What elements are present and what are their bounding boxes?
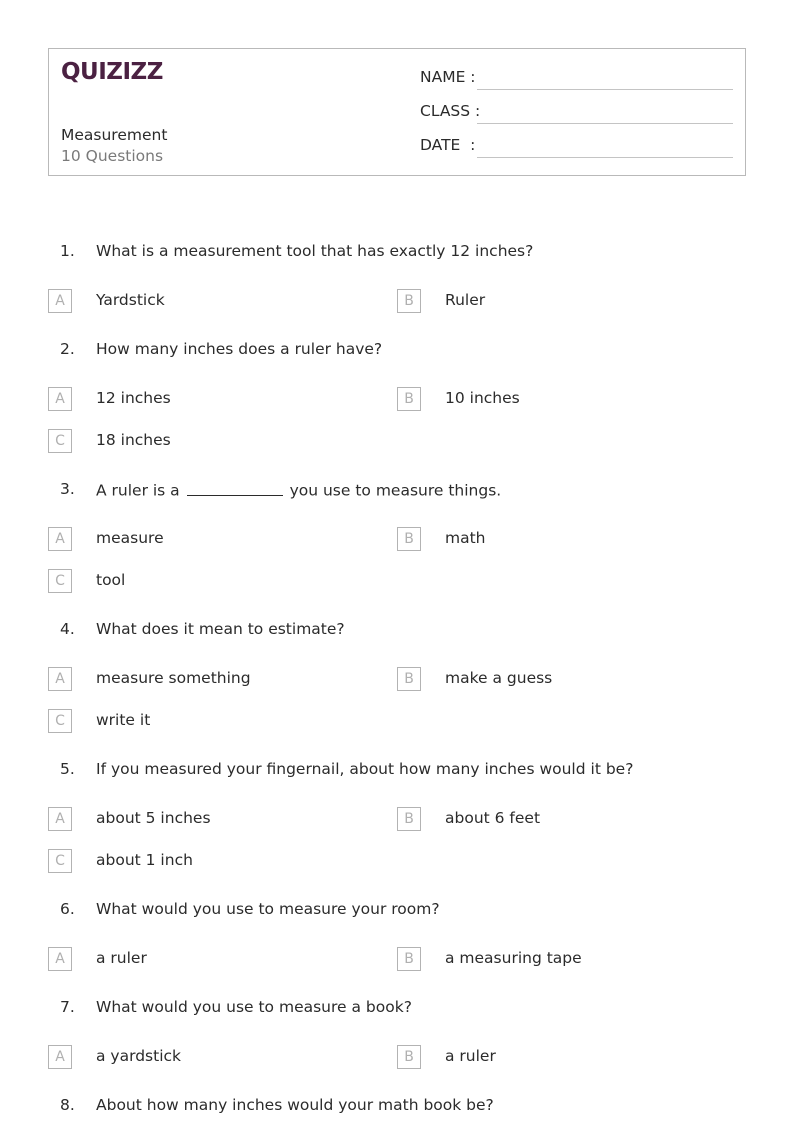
question-number: 5.	[60, 760, 75, 778]
option-letter-box[interactable]: B	[397, 1045, 421, 1069]
fill-in-blank	[187, 480, 283, 496]
question-text: What would you use to measure a book?	[96, 998, 412, 1016]
option-text: 10 inches	[445, 389, 520, 407]
date-label: DATE :	[420, 136, 476, 154]
option-text: tool	[96, 571, 126, 589]
option-letter-box[interactable]: C	[48, 849, 72, 873]
option-letter-box[interactable]: C	[48, 569, 72, 593]
option-text: Yardstick	[96, 291, 165, 309]
option-text: Ruler	[445, 291, 486, 309]
option-text: about 1 inch	[96, 851, 193, 869]
option-letter-box[interactable]: B	[397, 527, 421, 551]
question-number: 7.	[60, 998, 75, 1016]
option-letter-box[interactable]: A	[48, 289, 72, 313]
class-field[interactable]	[477, 123, 733, 124]
option-text: a measuring tape	[445, 949, 582, 967]
question-number: 2.	[60, 340, 75, 358]
option-text: a ruler	[96, 949, 147, 967]
option-text: math	[445, 529, 486, 547]
question-text	[96, 480, 501, 500]
option-text: a yardstick	[96, 1047, 181, 1065]
option-letter-box[interactable]: C	[48, 709, 72, 733]
option-letter-box[interactable]: A	[48, 947, 72, 971]
name-label: NAME :	[420, 68, 476, 86]
option-letter-box[interactable]: A	[48, 1045, 72, 1069]
quiz-title: Measurement	[61, 126, 168, 144]
question-number: 8.	[60, 1096, 75, 1114]
option-letter-box[interactable]: A	[48, 667, 72, 691]
option-letter-box[interactable]: C	[48, 429, 72, 453]
question-text: About how many inches would your math book be?	[96, 1096, 494, 1114]
question-number: 3.	[60, 480, 75, 498]
question-number: 1.	[60, 242, 75, 260]
question-number: 6.	[60, 900, 75, 918]
question-text-after: you use to measure things.	[289, 481, 502, 500]
question-text: If you measured your fingernail, about how many inches would it be?	[96, 760, 634, 778]
option-letter-box[interactable]: B	[397, 807, 421, 831]
option-letter-box[interactable]: B	[397, 387, 421, 411]
option-letter-box[interactable]: A	[48, 807, 72, 831]
option-text: a ruler	[445, 1047, 496, 1065]
option-text: about 6 feet	[445, 809, 541, 827]
question-text: What is a measurement tool that has exactly 12 inches?	[96, 242, 534, 260]
option-text: make a guess	[445, 669, 553, 687]
option-letter-box[interactable]: A	[48, 387, 72, 411]
question-text: How many inches does a ruler have?	[96, 340, 383, 358]
option-text: 12 inches	[96, 389, 171, 407]
quizizz-logo: QUIZIZZ	[61, 59, 163, 85]
question-text: What does it mean to estimate?	[96, 620, 345, 638]
option-letter-box[interactable]: B	[397, 289, 421, 313]
option-letter-box[interactable]: B	[397, 667, 421, 691]
question-text: What would you use to measure your room?	[96, 900, 440, 918]
option-text: write it	[96, 711, 151, 729]
worksheet-header	[48, 48, 746, 176]
option-letter-box[interactable]: B	[397, 947, 421, 971]
option-text: about 5 inches	[96, 809, 211, 827]
date-field[interactable]	[477, 157, 733, 158]
name-field[interactable]	[477, 89, 733, 90]
option-text: measure something	[96, 669, 251, 687]
option-text: 18 inches	[96, 431, 171, 449]
question-number: 4.	[60, 620, 75, 638]
question-count: 10 Questions	[61, 147, 164, 165]
class-label: CLASS :	[420, 102, 481, 120]
question-text-before: A ruler is a	[96, 481, 180, 500]
option-letter-box[interactable]: A	[48, 527, 72, 551]
option-text: measure	[96, 529, 164, 547]
